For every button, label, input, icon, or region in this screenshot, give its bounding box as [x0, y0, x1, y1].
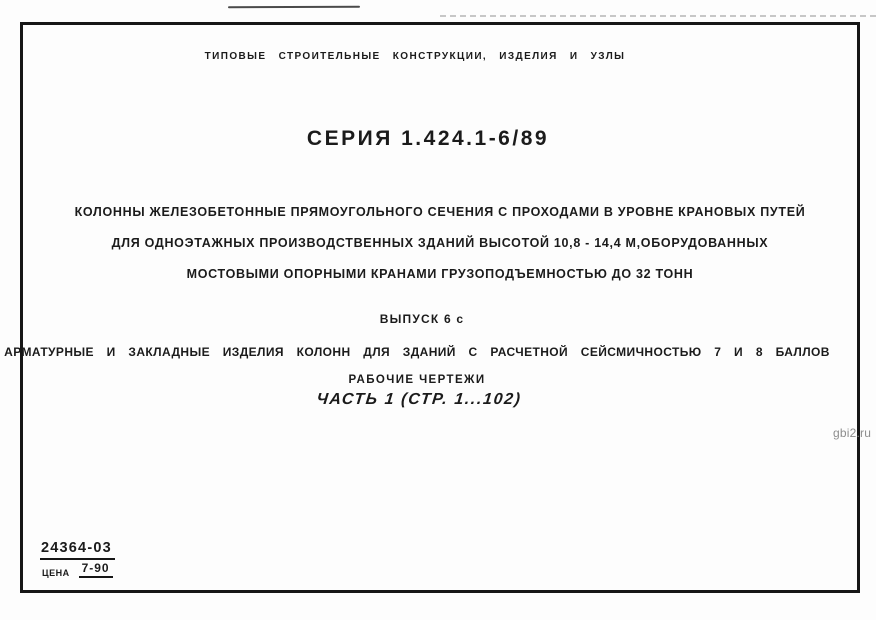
- document-number-stamp: [40, 539, 115, 578]
- price-value: 7-90: [79, 561, 113, 578]
- issue-subtitle: АРМАТУРНЫЕ И ЗАКЛАДНЫЕ ИЗДЕЛИЯ КОЛОНН ДЛЯ ЗДАНИЙ С РАСЧЕТНОЙ СЕЙСМИЧНОСТЬЮ 7 И 8 БАЛЛОВ: [4, 345, 830, 359]
- title-line-2: ДЛЯ ОДНОЭТАЖНЫХ ПРОИЗВОДСТВЕННЫХ ЗДАНИЙ ВЫСОТОЙ 10,8 - 14,4 М,ОБОРУДОВАННЫХ: [111, 236, 769, 250]
- working-drawings-label: РАБОЧИЕ ЧЕРТЕЖИ: [348, 374, 486, 386]
- scan-edge-artifact-dark: [228, 6, 360, 8]
- title-line-1: КОЛОННЫ ЖЕЛЕЗОБЕТОННЫЕ ПРЯМОУГОЛЬНОГО СЕЧЕНИЯ С ПРОХОДАМИ В УРОВНЕ КРАНОВЫХ ПУТЕЙ: [74, 205, 806, 219]
- series-title: СЕРИЯ 1.424.1-6/89: [306, 127, 550, 150]
- stamp-code: 24364-03: [40, 540, 115, 560]
- part-page-range: ЧАСТЬ 1 (СТР. 1...102): [315, 391, 523, 408]
- document-category-header: ТИПОВЫЕ СТРОИТЕЛЬНЫЕ КОНСТРУКЦИИ, ИЗДЕЛИЯ И УЗЛЫ: [204, 51, 626, 62]
- stamp-price-row: [40, 561, 115, 578]
- price-label: ЦЕНА: [42, 568, 70, 578]
- site-watermark: gbi2.ru: [833, 426, 872, 440]
- issue-label: ВЫПУСК 6 с: [379, 312, 465, 326]
- document-title-block: [23, 197, 857, 290]
- title-line-3: МОСТОВЫМИ ОПОРНЫМИ КРАНАМИ ГРУЗОПОДЪЕМНОСТЬЮ ДО 32 ТОНН: [186, 267, 694, 281]
- drawing-frame-border: [4, 22, 860, 593]
- scan-edge-artifact-dashed: [440, 15, 876, 17]
